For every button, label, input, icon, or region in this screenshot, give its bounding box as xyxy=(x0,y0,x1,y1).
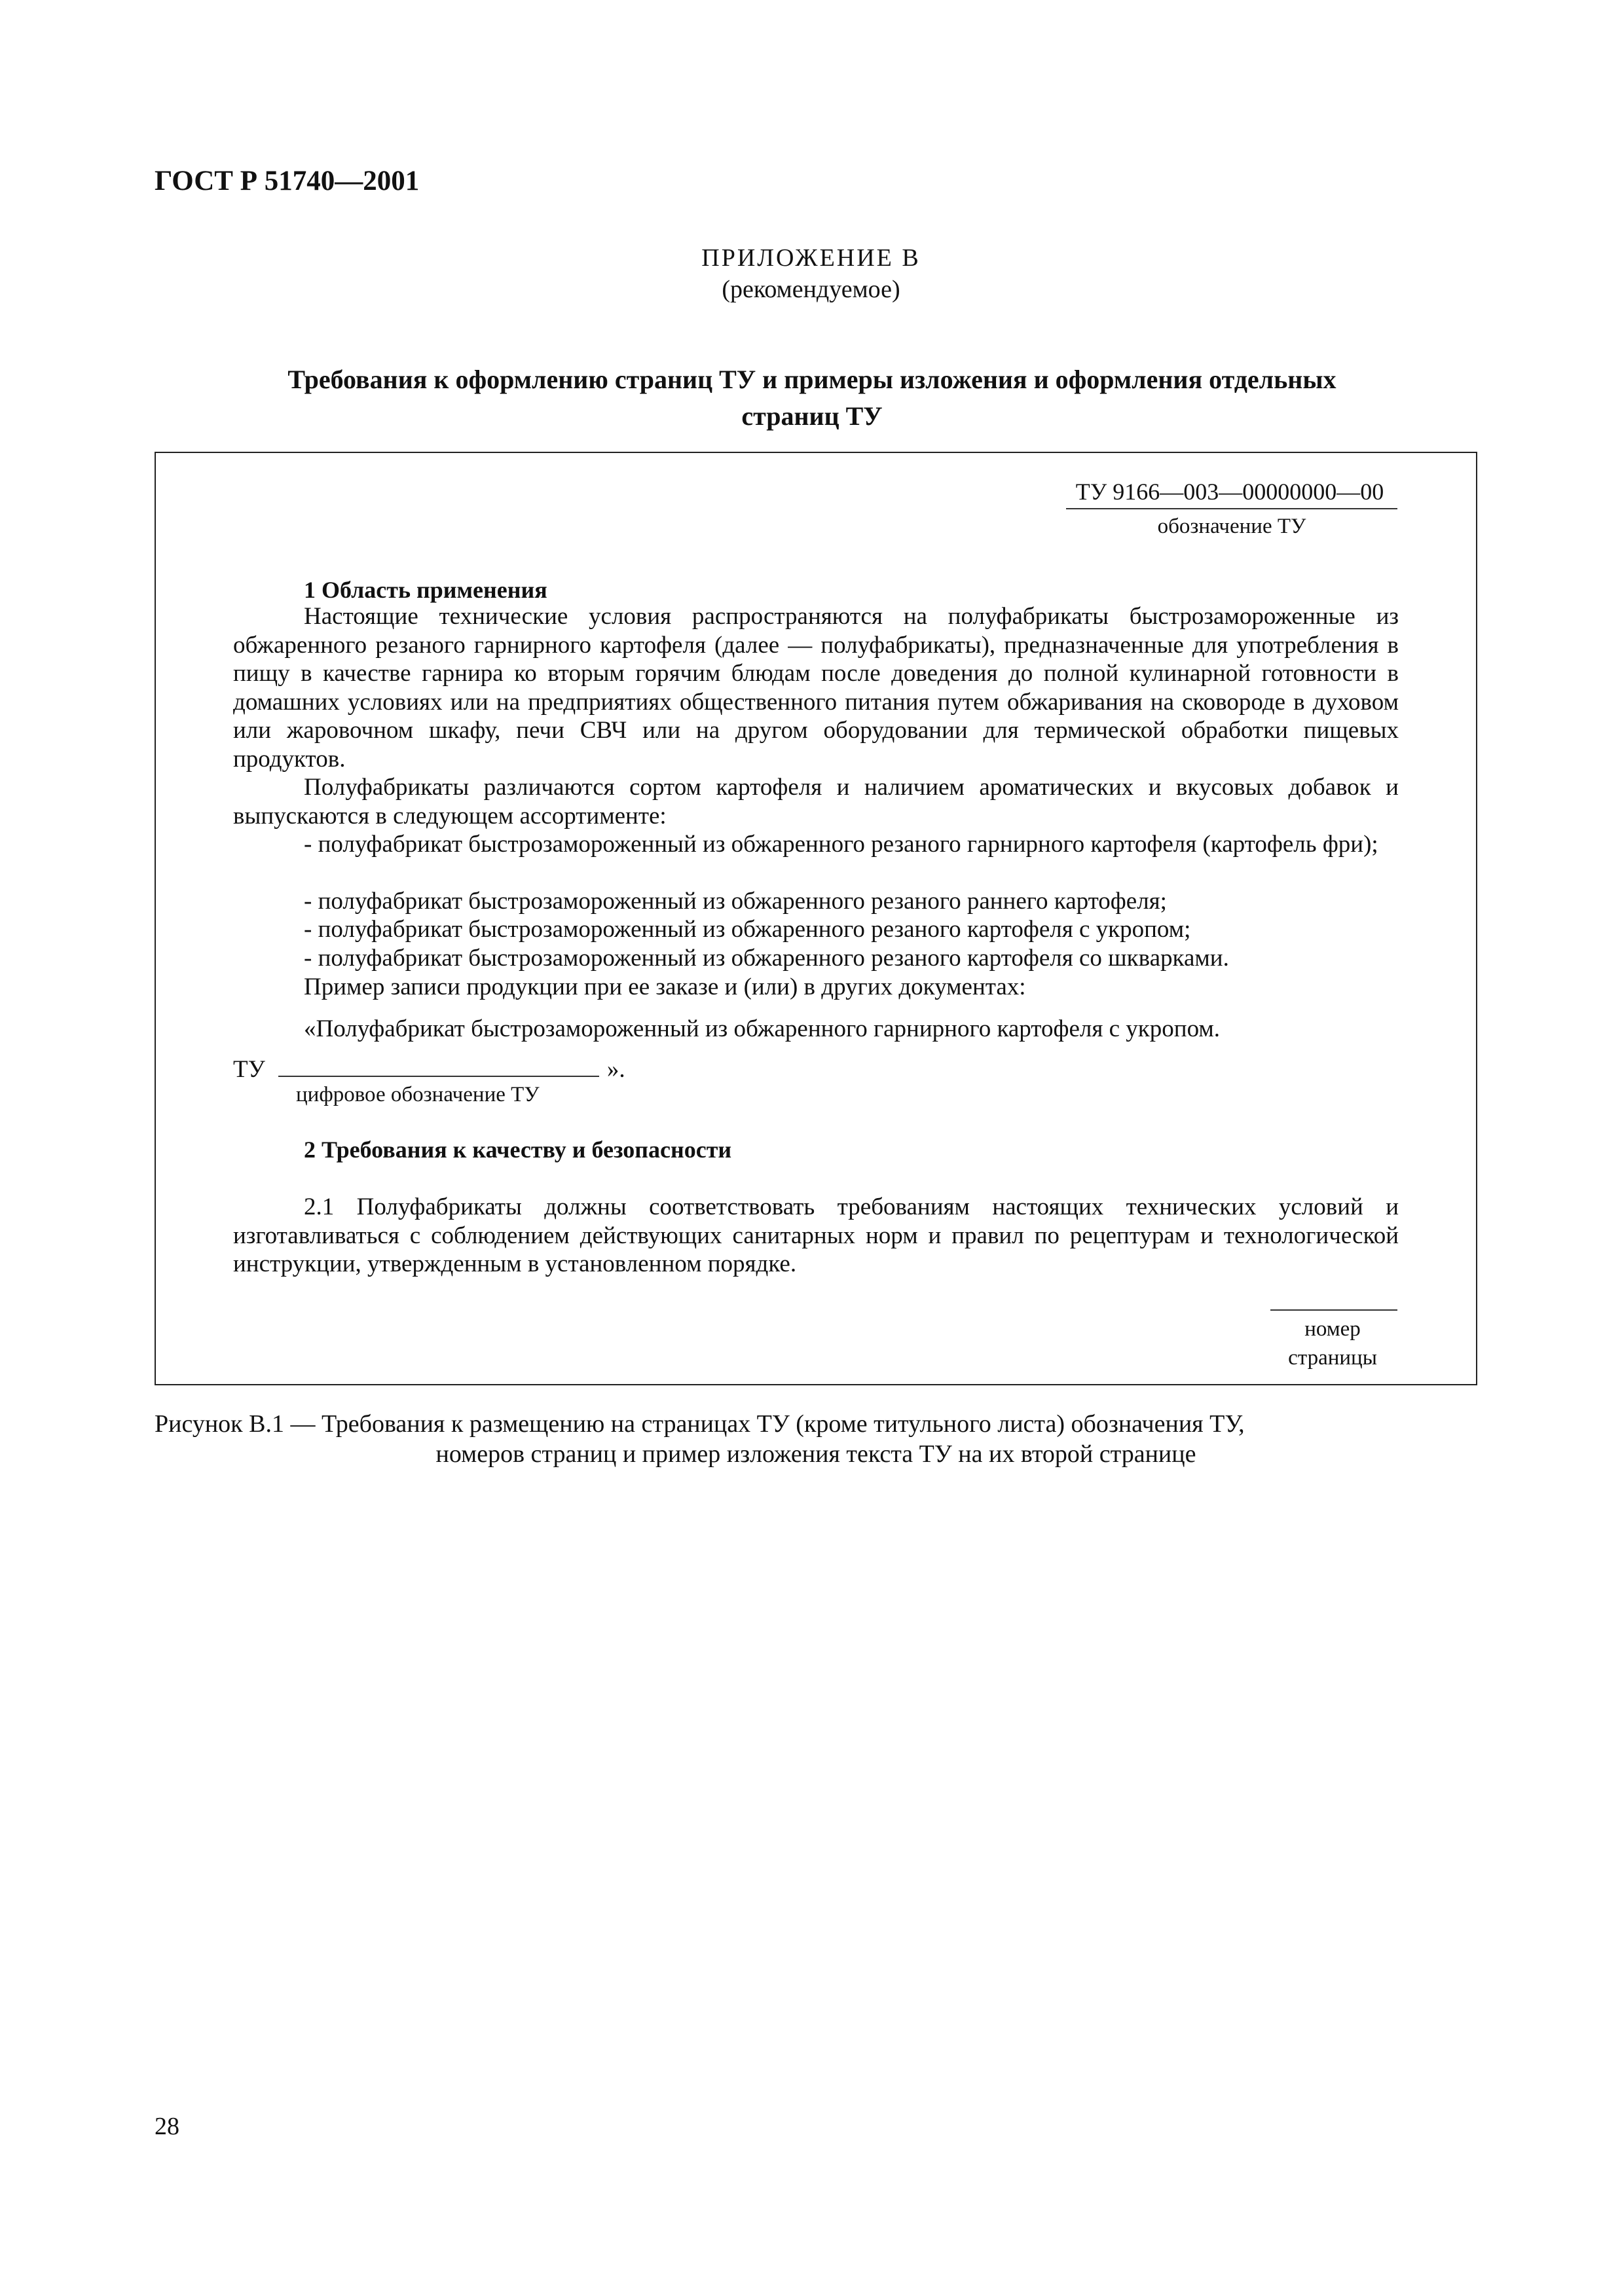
tu-example-line xyxy=(233,1055,625,1084)
tu-suffix: ». xyxy=(606,1056,625,1083)
tu-blank xyxy=(278,1056,599,1077)
tu-code-underline xyxy=(1066,508,1397,509)
section-1-paragraph-1: Настоящие технические условия распространяются на полуфабрикаты быстрозамороженные из обжаренного резаного гарнирного картофеля (далее — полуфабрикаты), предназначенные для употребления в пищу в качестве гарнира ко вторым горячим блюдам после доведения до полной кулинарной готовности в домашних условиях или на предприятиях общественного питания путем обжаривания на сковороде в духовом или жаровочном шкафу, печи СВЧ или на другом оборудовании для термической обработки пищевых продуктов. xyxy=(233,603,1399,773)
section-1-paragraph-2: Полуфабрикаты различаются сортом картофеля и наличием ароматических и вкусовых добавок и выпускаются в следующем ассортименте: xyxy=(233,774,1399,829)
assortment-item-2: - полуфабрикат быстрозамороженный из обжаренного резаного раннего картофеля; xyxy=(304,888,1167,915)
standard-designation: ГОСТ Р 51740—2001 xyxy=(155,166,420,196)
assortment-item-1: - полуфабрикат быстрозамороженный из обжаренного резаного гарнирного картофеля (картофель фри); xyxy=(304,831,1378,858)
section-2-heading: 2 Требования к качеству и безопасности xyxy=(304,1137,732,1163)
appendix-title: ПРИЛОЖЕНИЕ В xyxy=(701,244,921,272)
example-intro: Пример записи продукции при ее заказе и (или) в других документах: xyxy=(304,974,1026,1000)
figure-caption-line-1: Рисунок В.1 — Требования к размещению на страницах ТУ (кроме титульного листа) обозначения ТУ, xyxy=(155,1410,1245,1438)
tu-blank-caption: цифровое обозначение ТУ xyxy=(296,1083,540,1106)
page-number: 28 xyxy=(155,2113,179,2140)
page-number-caption-line-1: номер xyxy=(1304,1317,1361,1341)
figure-caption xyxy=(155,1409,1477,1469)
figure-caption-line-2: номеров страниц и пример изложения текста ТУ на их второй странице xyxy=(435,1440,1196,1468)
appendix-status: (рекомендуемое) xyxy=(722,276,900,303)
section-1-heading: 1 Область применения xyxy=(304,577,547,603)
tu-code-caption: обозначение ТУ xyxy=(1157,515,1306,538)
page-number-caption xyxy=(1264,1315,1401,1372)
tu-prefix: ТУ xyxy=(233,1056,265,1083)
assortment-item-3: - полуфабрикат быстрозамороженный из обжаренного резаного картофеля с укропом; xyxy=(304,916,1191,943)
assortment-item-4: - полуфабрикат быстрозамороженный из обжаренного резаного картофеля со шкварками. xyxy=(304,945,1229,972)
tu-code: ТУ 9166—003—00000000—00 xyxy=(1075,479,1384,505)
example-text: «Полуфабрикат быстрозамороженный из обжаренного гарнирного картофеля с укропом. xyxy=(304,1015,1221,1042)
section-2-paragraph: 2.1 Полуфабрикаты должны соответствовать требованиям настоящих технических условий и изготавливаться с соблюдением действующих санитарных норм и правил по рецептурам и технологической инструкции, утвержденным в установленном порядке. xyxy=(233,1194,1399,1277)
page-number-caption-line-2: страницы xyxy=(1288,1346,1377,1370)
main-title: Требования к оформлению страниц ТУ и примеры изложения и оформления отдельных страниц ТУ xyxy=(287,365,1336,431)
page-number-underline xyxy=(1270,1309,1397,1311)
